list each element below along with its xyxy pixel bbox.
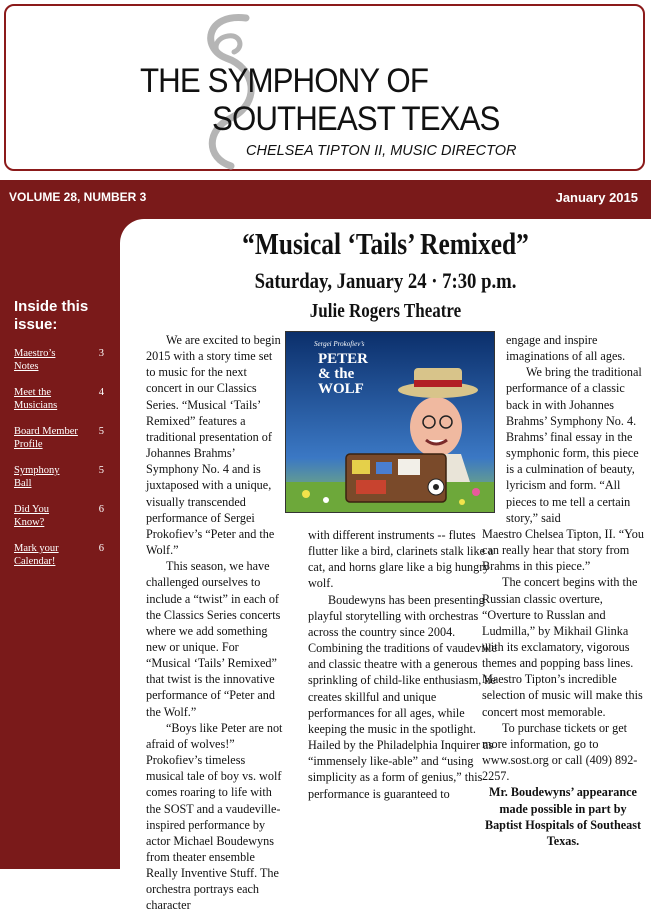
paragraph: engage and inspire imaginations of all ages.	[506, 333, 626, 364]
toc-item-label[interactable]: Did You Know?	[14, 504, 50, 528]
peter-and-the-wolf-photo	[285, 331, 495, 513]
toc-item-page: 4	[98, 387, 104, 398]
issue-date: January 2015	[555, 190, 638, 205]
paragraph: We are excited to begin 2015 with a story time set to music for the next concert in our Classics Series. “Musical ‘Tails’ Remixed” features a traditional presentation of Johannes Brahms’ Symphony No. 4 and is juxtaposed with a unique, visually transcended performance of Sergei Prokofiev’s “Peter and the Wolf.”	[146, 333, 281, 558]
toc-item-symphony-ball[interactable]	[14, 464, 104, 490]
toc-item-page: 3	[98, 348, 104, 359]
toc-item-did-you-know[interactable]	[14, 503, 104, 529]
toc-item-label[interactable]: Mark your Calendar!	[14, 543, 59, 567]
toc-item-mark-your-calendar[interactable]	[14, 542, 104, 568]
paragraph: with different instruments -- flutes flutter like a bird, clarinets stalk like a cat, and horns glare like a big hungry wolf.	[308, 528, 494, 591]
toc-item-page: 6	[98, 543, 104, 554]
inside-this-issue-title: Inside this issue:	[14, 298, 89, 333]
masthead-title-line1: THE SYMPHONY OF	[140, 62, 429, 100]
toc-item-page: 5	[98, 426, 104, 437]
toc-item-page: 5	[98, 465, 104, 476]
toc-item-label[interactable]: Board Member Profile	[14, 426, 78, 450]
paragraph: Maestro Chelsea Tipton, II. “You can really hear that story from Brahms in this piece.”	[482, 526, 644, 574]
paragraph: We bring the traditional performance of a classic back in with Johannes Brahms’ Symphony No. 4. Brahms’ final essay in the symphonic form, this piece is a culmination of beauty, lyricism and form. “All pieces to me tell a certain story,” said	[506, 365, 642, 525]
article-column-1	[146, 332, 284, 914]
music-director-line: CHELSEA TIPTON II, MUSIC DIRECTOR	[246, 143, 517, 159]
paragraph: To purchase tickets or get more information, go to www.sost.org or call (409) 892-2257.	[482, 720, 638, 784]
toc-item-meet-the-musicians[interactable]	[14, 386, 104, 412]
toc-item-label[interactable]: Meet the Musicians	[14, 387, 58, 411]
event-venue: Julie Rogers Theatre	[309, 300, 462, 322]
masthead-title-line2: SOUTHEAST TEXAS	[212, 100, 500, 138]
paragraph: The concert begins with the Russian classic overture, “Overture to Russlan and Ludmilla,” by Mikhail Glinka with its exclamatory, vigorous themes and popping bass lines. Maestro Tipton’s incredible selection of music will make this concert most memorable.	[482, 575, 643, 719]
toc-item-page: 6	[98, 504, 104, 515]
toc-item-board-member-profile[interactable]	[14, 425, 104, 451]
column-3-inset	[482, 332, 644, 526]
paragraph: This season, we have challenged ourselves to include a “twist” in each of the Classics Series concerts where we add something new or unique. For “Musical ‘Tails’ Remixed” that twist is the innovative performance of “Peter and the Wolf.”	[146, 559, 281, 719]
toc-item-maestros-notes[interactable]	[14, 347, 104, 373]
photo-title: PETER & the WOLF	[318, 351, 369, 397]
article-column-3	[482, 332, 644, 849]
article-column-2	[308, 527, 497, 802]
toc-item-label[interactable]: Maestro’s Notes	[14, 348, 56, 372]
table-of-contents	[14, 347, 104, 581]
paragraph: Boudewyns has been presenting playful storytelling with orchestras across the country since 2004. Combining the traditions of vaudeville and classic theatre with a generous sprinkling of child-like enthusiasm, he creates skillful and unique performances for all ages, while keeping the music in the spotlight. Hailed by the Philadelphia Inquirer as “immensely like-able” and “using simplicity as a form of genius,” this performance is guaranteed to	[308, 592, 497, 801]
event-date-time: Saturday, January 24 · 7:30 p.m.	[254, 268, 517, 293]
volume-number: VOLUME 28, NUMBER 3	[9, 190, 147, 204]
article-headline: “Musical ‘Tails’ Remixed”	[242, 226, 529, 261]
toc-item-label[interactable]: Symphony Ball	[14, 465, 60, 489]
photo-kicker: Sergei Prokofiev’s	[314, 340, 365, 348]
sponsor-credit: Mr. Boudewyns’ appearance made possible in part by Baptist Hospitals of Southeast Texas.	[484, 785, 642, 848]
paragraph: “Boys like Peter are not afraid of wolves!” Prokofiev’s timeless musical tale of boy vs. wolf comes roaring to life with the SOST and a vaudeville-inspired performance by actor Michael Boudewyns from theater ensemble Really Inventive Stuff. The orchestra portrays each character	[146, 720, 283, 913]
